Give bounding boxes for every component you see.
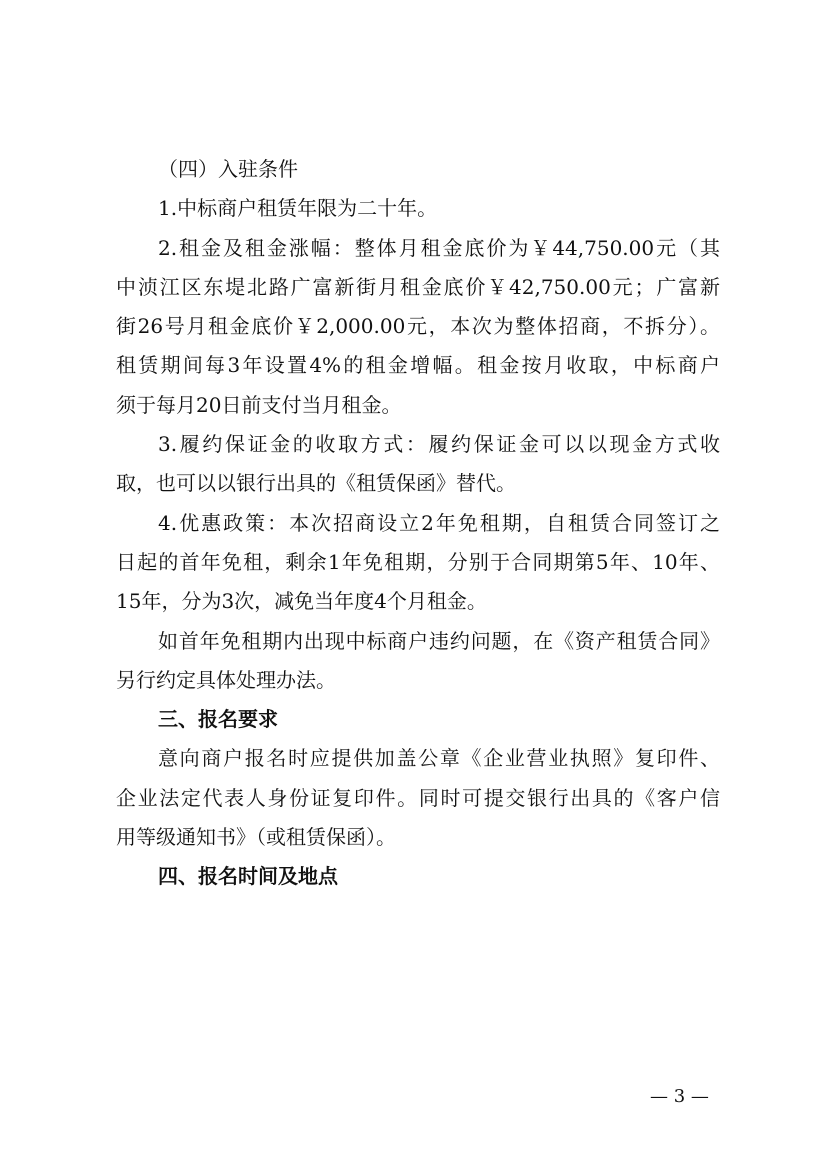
paragraph-breach-line-2: 另行约定具体处理办法。 (116, 667, 336, 692)
paragraph-rent-line-1: 2.租金及租金涨幅：整体月租金底价为￥44,750.00元（其 (158, 235, 720, 260)
paragraph-requirements-line-2: 企业法定代表人身份证复印件。同时可提交银行出具的《客户信 (116, 785, 720, 810)
paragraph-requirements-line-3: 用等级通知书》（或租赁保函）。 (116, 825, 396, 850)
paragraph-rent-line-3: 街26号月租金底价￥2,000.00元，本次为整体招商，不拆分）。 (116, 314, 720, 339)
paragraph-rent-line-4: 租赁期间每3年设置4%的租金增幅。租金按月收取，中标商户 (116, 353, 720, 378)
paragraph-rent-line-2: 中浈江区东堤北路广富新街月租金底价￥42,750.00元；广富新 (116, 274, 720, 299)
section-heading-registration-requirements: 三、报名要求 (158, 707, 278, 732)
paragraph-policy-line-3: 15年，分为3次，减免当年度4个月租金。 (116, 589, 487, 614)
paragraph-deposit-line-1: 3.履约保证金的收取方式：履约保证金可以以现金方式收 (158, 432, 720, 457)
paragraph-deposit-line-2: 取，也可以以银行出具的《租赁保函》替代。 (116, 471, 516, 496)
paragraph-requirements-line-1: 意向商户报名时应提供加盖公章《企业营业执照》复印件、 (158, 746, 720, 771)
paragraph-rent-line-5: 须于每月20日前支付当月租金。 (116, 392, 402, 417)
page-number: — 3 — (650, 1086, 709, 1107)
section-heading-registration-time-place: 四、报名时间及地点 (158, 864, 338, 889)
paragraph-lease-term: 1.中标商户租赁年限为二十年。 (158, 196, 438, 221)
document-body (116, 150, 720, 897)
paragraph-policy-line-1: 4.优惠政策：本次招商设立2年免租期，自租赁合同签订之 (158, 510, 720, 535)
paragraph-policy-line-2: 日起的首年免租，剩余1年免租期，分别于合同期第5年、10年、 (116, 549, 720, 574)
paragraph-breach-line-1: 如首年免租期内出现中标商户违约问题，在《资产租赁合同》 (158, 628, 720, 653)
section-heading-entry-conditions: （四）入驻条件 (158, 157, 298, 181)
